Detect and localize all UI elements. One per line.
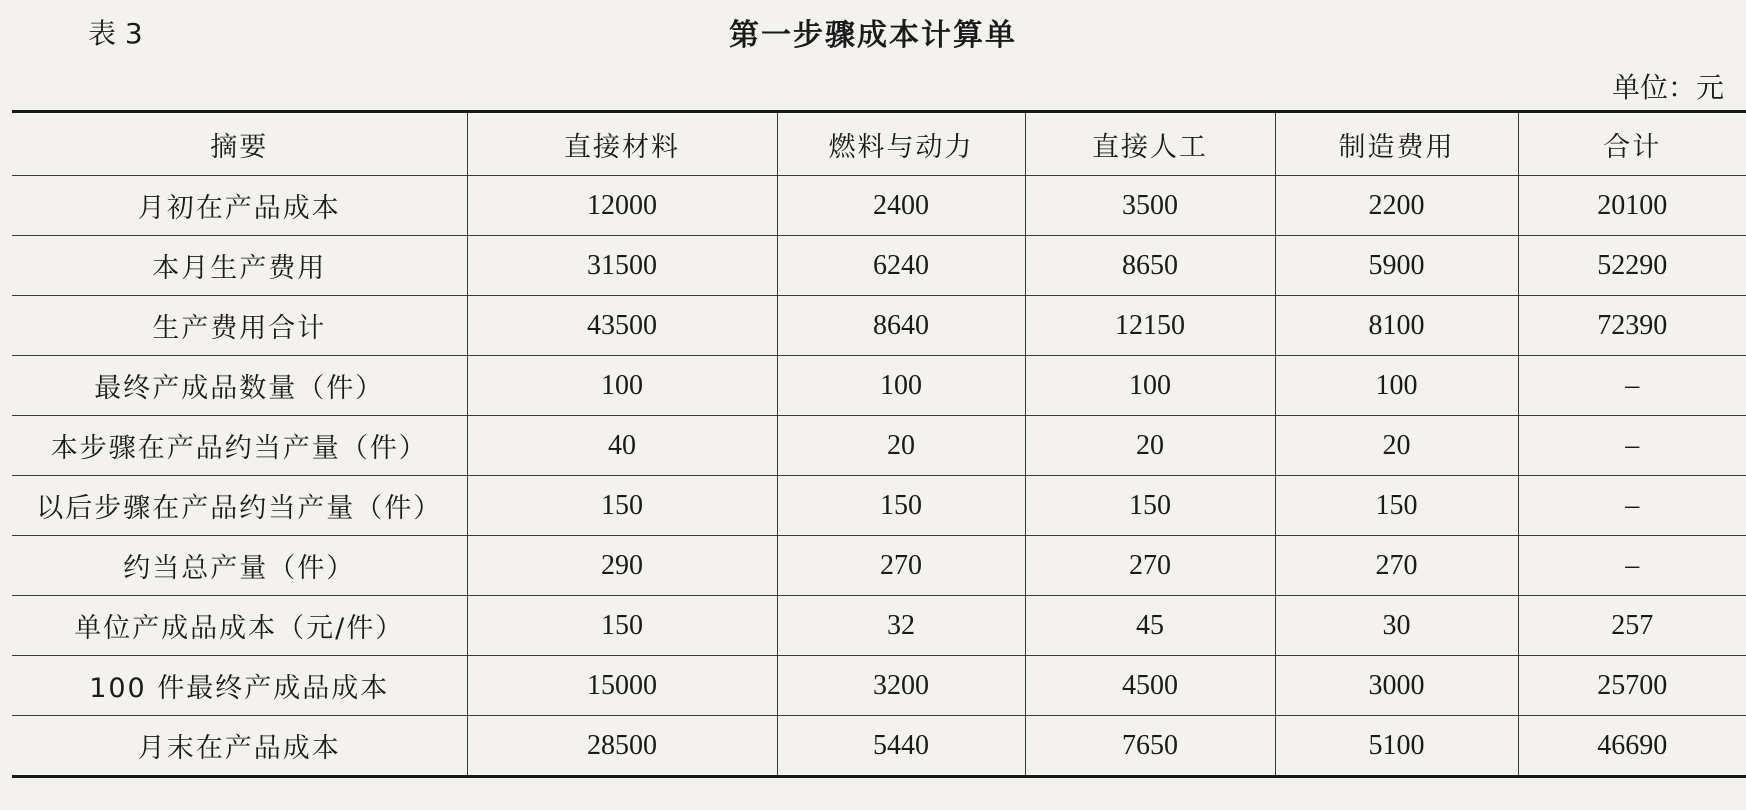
overhead-cell: 270 — [1275, 536, 1518, 596]
row-label: 以后步骤在产品约当产量（件） — [12, 476, 467, 536]
table-row — [12, 476, 1746, 536]
total-cell: – — [1518, 416, 1746, 476]
total-cell: – — [1518, 356, 1746, 416]
direct-labor-cell: 45 — [1025, 596, 1275, 656]
fuel-power-cell: 3200 — [777, 656, 1025, 716]
fuel-power-cell: 100 — [777, 356, 1025, 416]
overhead-cell: 8100 — [1275, 296, 1518, 356]
direct-materials-cell: 15000 — [467, 656, 777, 716]
column-header-total: 合计 — [1518, 112, 1746, 176]
overhead-cell: 5900 — [1275, 236, 1518, 296]
column-header-fuel-power: 燃料与动力 — [777, 112, 1025, 176]
document-title: 第一步骤成本计算单 — [729, 18, 1017, 53]
fuel-power-cell: 5440 — [777, 716, 1025, 777]
table-row — [12, 716, 1746, 777]
direct-labor-cell: 150 — [1025, 476, 1275, 536]
fuel-power-cell: 32 — [777, 596, 1025, 656]
total-cell: – — [1518, 476, 1746, 536]
direct-labor-cell: 270 — [1025, 536, 1275, 596]
direct-labor-cell: 12150 — [1025, 296, 1275, 356]
direct-labor-cell: 4500 — [1025, 656, 1275, 716]
direct-materials-cell: 43500 — [467, 296, 777, 356]
column-header-summary: 摘要 — [12, 112, 467, 176]
total-cell: 46690 — [1518, 716, 1746, 777]
table-row — [12, 236, 1746, 296]
direct-materials-cell: 31500 — [467, 236, 777, 296]
table-row — [12, 296, 1746, 356]
table-row — [12, 596, 1746, 656]
direct-labor-cell: 3500 — [1025, 176, 1275, 236]
overhead-cell: 100 — [1275, 356, 1518, 416]
direct-labor-cell: 20 — [1025, 416, 1275, 476]
fuel-power-cell: 6240 — [777, 236, 1025, 296]
overhead-cell: 20 — [1275, 416, 1518, 476]
row-label: 最终产成品数量（件） — [12, 356, 467, 416]
unit-note: 单位：元 — [1611, 71, 1724, 104]
table-row — [12, 356, 1746, 416]
table-row — [12, 656, 1746, 716]
fuel-power-cell: 8640 — [777, 296, 1025, 356]
overhead-cell: 30 — [1275, 596, 1518, 656]
column-header-manufacturing-overhead: 制造费用 — [1275, 112, 1518, 176]
direct-materials-cell: 100 — [467, 356, 777, 416]
table-row — [12, 536, 1746, 596]
row-label: 约当总产量（件） — [12, 536, 467, 596]
total-cell: – — [1518, 536, 1746, 596]
direct-labor-cell: 8650 — [1025, 236, 1275, 296]
direct-materials-cell: 12000 — [467, 176, 777, 236]
direct-materials-cell: 290 — [467, 536, 777, 596]
table-header-row — [12, 112, 1746, 176]
fuel-power-cell: 2400 — [777, 176, 1025, 236]
total-cell: 25700 — [1518, 656, 1746, 716]
table-body — [12, 176, 1746, 777]
total-cell: 257 — [1518, 596, 1746, 656]
table-number-label: 表 3 — [88, 17, 143, 50]
overhead-cell: 150 — [1275, 476, 1518, 536]
column-header-direct-labor: 直接人工 — [1025, 112, 1275, 176]
total-cell: 72390 — [1518, 296, 1746, 356]
direct-labor-cell: 100 — [1025, 356, 1275, 416]
row-label: 月末在产品成本 — [137, 733, 341, 764]
cost-calculation-table — [12, 110, 1746, 778]
direct-materials-cell: 40 — [467, 416, 777, 476]
direct-materials-cell: 150 — [467, 596, 777, 656]
direct-labor-cell: 7650 — [1025, 716, 1275, 777]
row-label: 单位产成品成本（元/件） — [12, 596, 467, 656]
overhead-cell: 5100 — [1275, 716, 1518, 777]
row-label: 本步骤在产品约当产量（件） — [12, 416, 467, 476]
total-cell: 52290 — [1518, 236, 1746, 296]
direct-materials-cell: 150 — [467, 476, 777, 536]
row-label: 生产费用合计 — [12, 296, 467, 356]
overhead-cell: 2200 — [1275, 176, 1518, 236]
row-label: 本月生产费用 — [12, 236, 467, 296]
table-row — [12, 176, 1746, 236]
table-row — [12, 416, 1746, 476]
total-cell: 20100 — [1518, 176, 1746, 236]
overhead-cell: 3000 — [1275, 656, 1518, 716]
row-label: 100 件最终产成品成本 — [12, 656, 467, 716]
fuel-power-cell: 150 — [777, 476, 1025, 536]
fuel-power-cell: 270 — [777, 536, 1025, 596]
row-label: 月初在产品成本 — [12, 176, 467, 236]
column-header-direct-materials: 直接材料 — [467, 112, 777, 176]
direct-materials-cell: 28500 — [467, 716, 777, 777]
fuel-power-cell: 20 — [777, 416, 1025, 476]
